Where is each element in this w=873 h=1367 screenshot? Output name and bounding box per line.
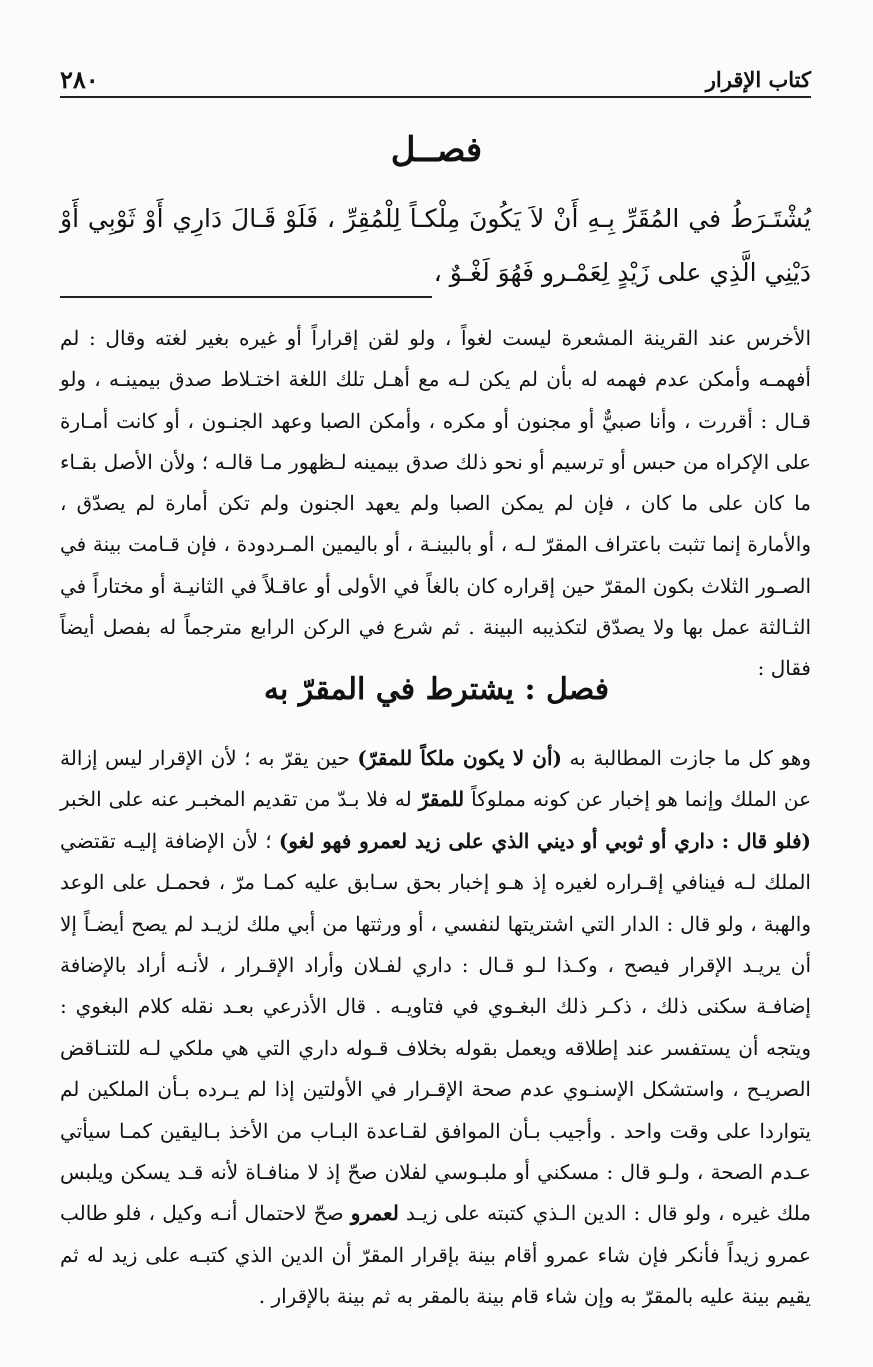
running-title: كتاب الإقرار <box>705 67 811 92</box>
quoted-matn: (أن لا يكون ملكاً للمقرّ) <box>357 746 562 770</box>
quoted-matn: للمقرّ <box>418 787 465 812</box>
commentary-paragraph-1: الأخرس عند القرينة المشعرة ليست لغواً ، ولو لقن إقراراً أو غيره بغير لغته وقال : لم أفهمـه وأمكن عدم فهمه له بأن لم يكن لـه مع أهـل تلك اللغة اختـلاط صدق بيمينـه ، ولو قـال : أقررت ، وأنا صبيٌّ أو مجنون أو مكره ، وأمكن الصبا وعهد الجنـون ، أو كانت أمـارة على الإكراه من حبس أو ترسيم أو نحو ذلك صدق بيمينه لـظهور مـا قالـه ؛ ولأن الأصل بقـاء ما كان على ما كان ، فإن لم يمكن الصبا ولم يعهد الجنون ولم تكن أمارة لم يصدّق ، والأمارة إنما تثبت باعتراف المقرّ لـه ، أو بالبينـة ، أو باليمين المـردودة ، فإن قـامت بينة في الصـور الثلاث بكون المقرّ حين إقراره كان بالغاً في الأولى أو عاقـلاً في الثانيـة أو مختاراً في الثـالثة عمل بها ولا يصدّق لتكذيبه البينة . ثم شرع في الركن الرابع مترجماً له بفصل أيضاً فقال : <box>60 326 812 681</box>
text-segment: له فلا بـدّ من تقديم المخبـر عنه على الخبر <box>60 787 419 812</box>
section-heading: فصــل <box>390 130 483 170</box>
matn-divider <box>60 296 432 298</box>
text-segment: وهو كل ما جازت المطالبة به <box>562 746 811 770</box>
sub-heading: فصل : يشترط في المقرّ به <box>263 672 610 707</box>
page-number: ٢٨٠ <box>60 65 99 94</box>
page-header <box>60 58 811 98</box>
text-segment: ؛ لأن الإضافة إليـه تقتضي الملك لـه فينافي إقـراره لغيره إذ هـو إخبار بحق سـابق عليه كمـا مرّ ، فحمـل على الوعد والهبة ، ولو قال : الدار التي اشتريتها لنفسي ، أو ورثتها من أبي ملك لزيـد لم يصح أيضـاً إلا أن يريـد الإقرار فيصح ، وكـذا لـو قـال : داري لفـلان وأراد الإقـرار ، لأنـه أراد بالإضافة إضافـة سكنى ذلك ، ذكـر ذلك البغـوي في فتاويـه . قال الأذرعي بعـد نقله كلام البغوي : ويتجه أن يستفسر عند إطلاقه ويعمل بقوله بخلاف قـوله داري التي هي ملكي لـه للتنـاقض الصريـح ، واستشكل الإسنـوي عدم صحة الإقـرار في الأولتين إذا لم يـرده بـأن الملكين لم يتواردا على وقت واحد . وأجيب بـأن الموافق لقـاعدة البـاب من الأخذ بـاليقين كمـا سيأتي عـدم الصحة ، ولـو قال : مسكني أو ملبـوسي لفلان صحّ إذ لا منافـاة لأنه قـد يسكن ويلبس ملك غيره ، ولو قال : الدين الـذي كتبته على زيـد <box>60 828 811 1226</box>
quoted-matn: (فلو قال : داري أو ثوبي أو ديني الذي على زيد لعمرو فهو لغو) <box>278 828 811 853</box>
text-segment: صحّ لاحتمال أنـه وكيل ، فلو طالب عمرو زيداً فأنكر فإن شاء عمرو أقام بينة بإقرار المقرّ أن الدين الذي كتبـه على زيد له ثم يقيم بينة عليه بالمقرّ به وإن شاء قام بينة بالمقر به ثم بينة بالإقرار . <box>60 1201 811 1309</box>
matn-text: يُشْتَـرَطُ في المُقَرِّ بِـهِ أَنْ لاَ يَكُونَ مِلْكـاً لِلْمُقِرِّ ، فَلَوْ قَـالَ دَارِي أَوْ ثَوْبِي أَوْ دَيْنِي الَّذِي على زَيْدٍ لِعَمْـرو فَهُوَ لَغْـوٌ ، <box>60 204 811 287</box>
quoted-matn: لعمرو <box>350 1201 399 1226</box>
commentary-paragraph-2 <box>60 738 811 1318</box>
text-segment: حين يقرّ به ؛ لأن الإقرار ليس إزالة عن الملك وإنما هو إخبار عن كونه مملوكاً <box>60 746 812 812</box>
